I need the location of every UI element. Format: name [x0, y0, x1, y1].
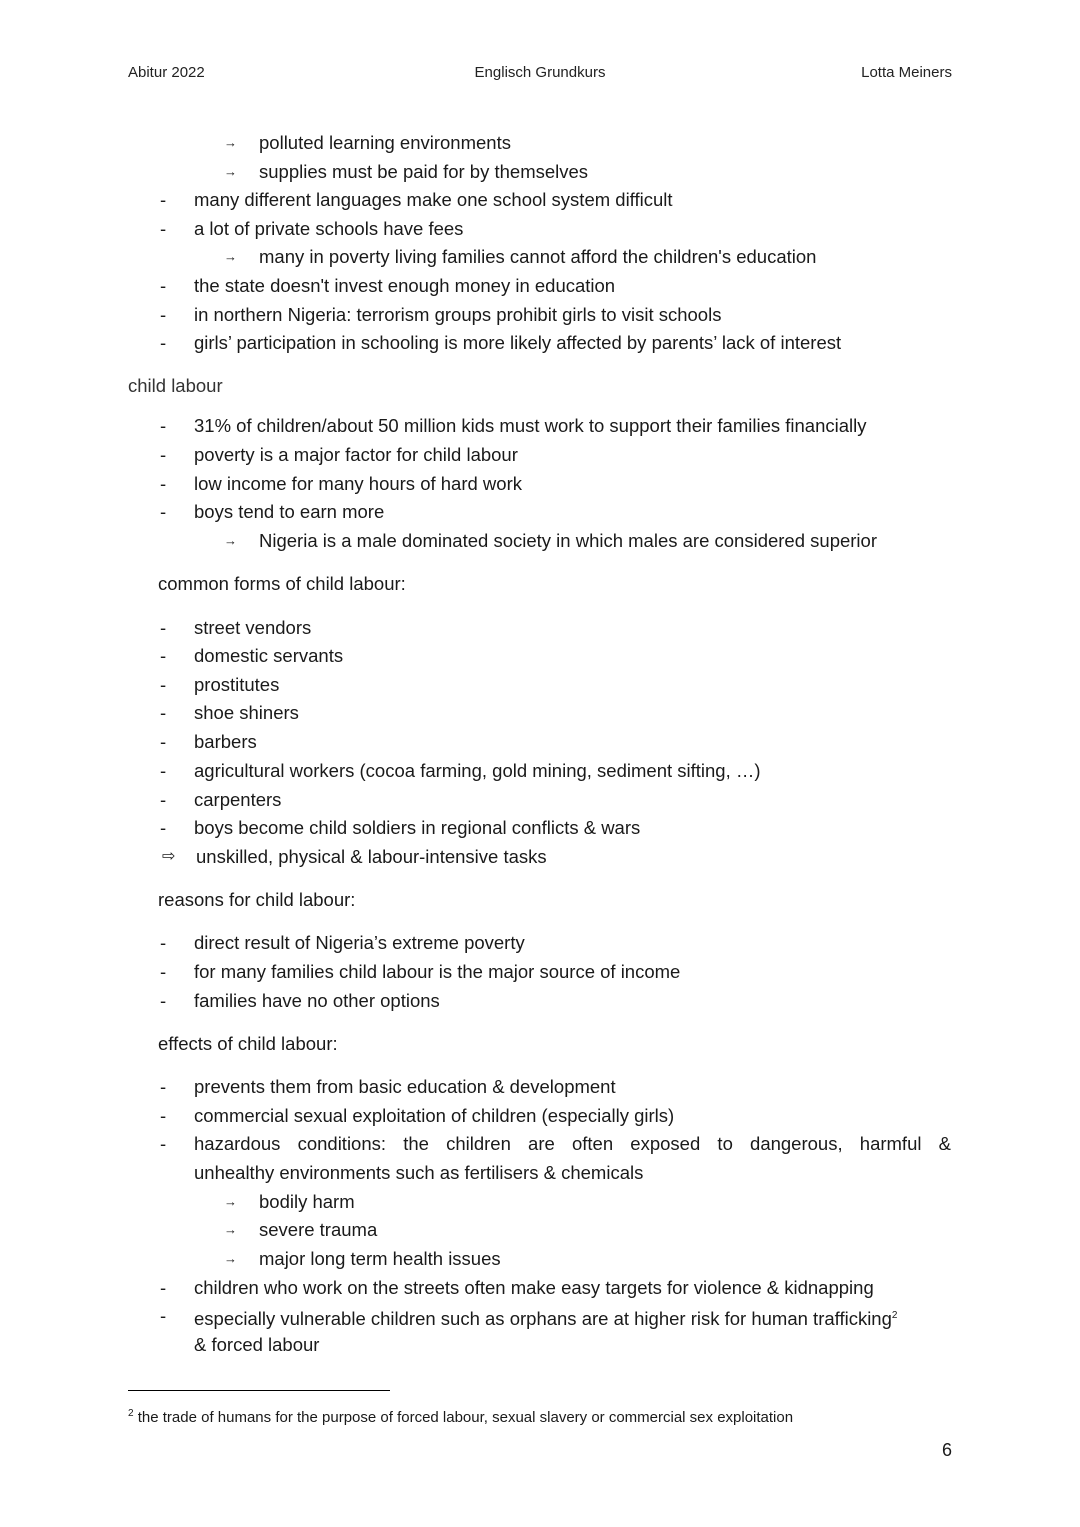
dash-bullet: - [160, 961, 167, 982]
footnote-mark: 2 [128, 1408, 134, 1419]
document-page: Abitur 2022 Englisch Grundkurs Lotta Meiners → polluted learning environments → supplies must be paid for by themselves - many different languages make one school system difficult - a lot of private schools have fees → many in poverty living families cannot afford the children's education - the state doesn't invest enough money in education - in northern Nigeria: terrorism groups prohibit girls to visit schools - girls’ participation in schooling is more likely affected by parents’ lack of interest child labour - 31% of children/about 50 million kids must work to support their families financially - poverty is a major factor for child labour - low income for many hours of hard work - boys tend to earn more → Nigeria is a male dominated society in which males are considered superior common forms of child labour: - street vendors - domestic servants - prostitutes - shoe shiners - barbers - agricultural workers (cocoa farming, gold mining, sediment sifting, …) - carpenters - boys become child soldiers in regional conflicts & wars ⇨ unskilled, physical & labour-intensive tasks reasons for child labour: - direct result of Nigeria’s extreme poverty - for many families child labour is the major source of income - families have no other options effects of child labour: - prevents them from basic education & development - commercial sexual exploitation of children (especially girls) - hazardous conditions: the children are often exposed to dangerous, harmful & unhealthy environments such as fertilisers & chemicals → bodily harm → severe trauma → major long term health issues - children who work on the streets often make easy targets for violence & kidnapping - especially vulnerable children such as orphans are at higher risk for human trafficking$^2$ & forced labour $^2$ the trade of humans for the purpose of forced labour, sexual slavery or commercial sex exploitation 6 [0, 0, 1080, 1527]
dash-bullet: - [160, 275, 167, 296]
page-number: 6 [941, 1440, 952, 1460]
arrow-icon: → [224, 533, 237, 548]
list-item: - hazardous conditions: the children are often exposed to dangerous, harmful & [0, 1130, 1080, 1158]
hollow-arrow-icon: ⇨ [162, 848, 176, 865]
dash-bullet: - [160, 304, 167, 325]
dash-bullet: - [160, 789, 167, 810]
footnote-reference[interactable]: 2 [891, 1310, 898, 1321]
dash-bullet: - [160, 473, 167, 494]
dash-bullet: - [160, 1105, 167, 1126]
dash-bullet: - [160, 702, 167, 723]
arrow-icon: → [224, 249, 237, 264]
arrow-icon: → [224, 164, 237, 179]
arrow-icon: → [224, 1222, 237, 1237]
dash-bullet: - [160, 1133, 167, 1154]
arrow-icon: → [224, 1194, 237, 1209]
dash-bullet: - [160, 1076, 167, 1097]
dash-bullet: - [160, 501, 167, 522]
dash-bullet: - [160, 731, 167, 752]
dash-bullet: - [160, 1305, 167, 1326]
page-header [128, 64, 952, 88]
header-right: Lotta Meiners [861, 64, 952, 81]
dash-bullet: - [160, 189, 167, 210]
header-left: Abitur 2022 [128, 64, 205, 81]
dash-bullet: - [160, 332, 167, 353]
dash-bullet: - [160, 817, 167, 838]
footnote [128, 1404, 793, 1428]
dash-bullet: - [160, 218, 167, 239]
dash-bullet: - [160, 415, 167, 436]
header-center: Englisch Grundkurs [474, 64, 606, 81]
footnote-separator [128, 1390, 390, 1391]
dash-bullet: - [160, 674, 167, 695]
subsection-heading: common forms of child labour: [158, 573, 406, 594]
dash-bullet: - [160, 760, 167, 781]
dash-bullet: - [160, 444, 167, 465]
arrow-icon: → [224, 1251, 237, 1266]
dash-bullet: - [160, 645, 167, 666]
dash-bullet: - [160, 1277, 167, 1298]
footnote-text: the trade of humans for the purpose of forced labour, sexual slavery or commercial sex exploitation [137, 1409, 794, 1426]
dash-bullet: - [160, 932, 167, 953]
dash-bullet: - [160, 617, 167, 638]
section-heading: child labour [128, 375, 223, 396]
dash-bullet: - [160, 990, 167, 1011]
subsection-heading: effects of child labour: [158, 1033, 338, 1054]
arrow-icon: → [224, 135, 237, 150]
subsection-heading: reasons for child labour: [158, 889, 356, 910]
